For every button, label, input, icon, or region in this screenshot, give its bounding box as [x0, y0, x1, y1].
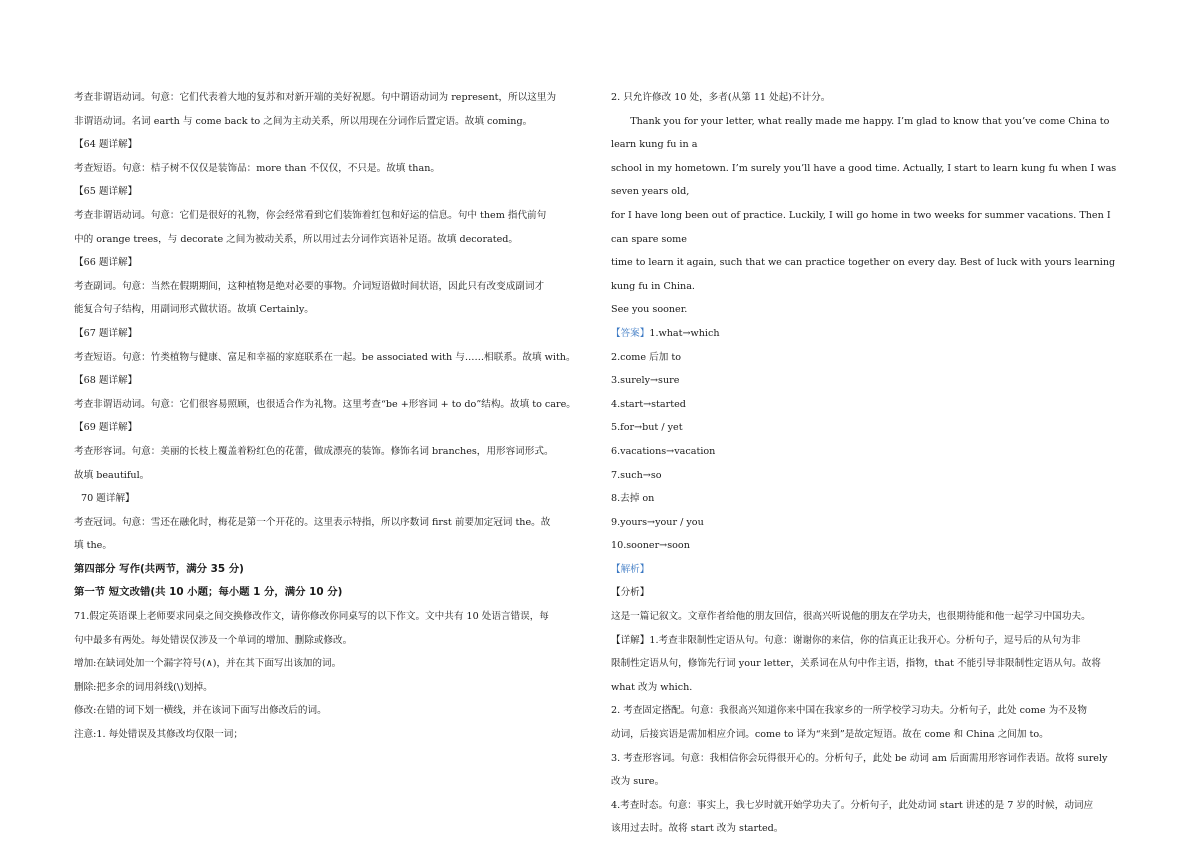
line-text: 2. 考查固定搭配。句意：我很高兴知道你来中国在我家乡的一所学校学习功夫。分析句子，此处 come 为不及物	[611, 705, 1087, 717]
text-line	[611, 558, 1129, 582]
text-line	[611, 110, 1129, 157]
line-text: 能复合句子结构，用副词形式做状语。故填 Certainly。	[74, 304, 314, 316]
text-line	[74, 605, 588, 629]
text-line	[611, 416, 1129, 440]
line-text: 2.come 后加 to	[611, 351, 681, 363]
text-line	[611, 369, 1129, 393]
line-text: 这是一篇记叙文。文章作者给他的朋友回信，很高兴听说他的朋友在学功夫，也很期待能和他一起学习中国功夫。	[611, 611, 1091, 623]
text-line	[611, 699, 1129, 723]
line-text: 故填 beautiful。	[74, 469, 150, 481]
line-text: 71.假定英语课上老师要求同桌之间交换修改作文，请你修改你同桌写的以下作文。文中共有 10 处语言错误，每	[74, 611, 549, 623]
text-line	[611, 723, 1129, 747]
text-line	[74, 440, 588, 464]
line-text: 5.for→but / yet	[611, 422, 683, 434]
line-text: 10.sooner→soon	[611, 540, 690, 552]
line-text: 2. 只允许修改 10 处，多者(从第 11 处起)不计分。	[611, 92, 831, 103]
text-line	[611, 581, 1129, 605]
text-line	[611, 794, 1129, 818]
text-line	[611, 747, 1129, 771]
text-line	[74, 464, 588, 488]
line-text: 第一节 短文改错(共 10 小题；每小题 1 分，满分 10 分)	[74, 586, 343, 599]
line-text: 6.vacations→vacation	[611, 445, 716, 457]
left-column	[74, 86, 588, 747]
line-text: 【68 题详解】	[74, 375, 138, 387]
text-line	[611, 440, 1129, 464]
text-line	[74, 581, 588, 605]
line-text: 3.surely→sure	[611, 375, 680, 387]
text-line	[74, 487, 588, 511]
text-line	[74, 86, 588, 110]
line-text: See you sooner.	[611, 304, 688, 316]
line-text: time to learn it again, such that we can practice together on every day. Best of luck with yours learning kung fu in China.	[611, 257, 1116, 292]
text-line	[74, 251, 588, 275]
text-line	[74, 723, 588, 747]
line-text: 考查非谓语动词。句意：它们是很好的礼物，你会经常看到它们装饰着红包和好运的信息。句中 them 指代前句	[74, 209, 547, 221]
line-text: 考查短语。句意：竹类植物与健康、富足和幸福的家庭联系在一起。be associated with 与……相联系。故填 with。	[74, 351, 576, 363]
text-line	[74, 298, 588, 322]
text-line	[74, 534, 588, 558]
text-line	[74, 110, 588, 134]
line-text: 限制性定语从句，修饰先行词 your letter，关系词在从句中作主语，指物，that 不能引导非限制性定语从句。故将	[611, 658, 1101, 670]
text-line	[74, 676, 588, 700]
line-text: 4.考查时态。句意：事实上，我七岁时就开始学功夫了。分析句子，此处动词 start 讲述的是 7 岁的时候，动词应	[611, 799, 1094, 811]
text-line	[74, 511, 588, 535]
line-text: 删除:把多余的词用斜线(\)划掉。	[74, 681, 213, 693]
text-line	[74, 133, 588, 157]
line-text: 考查非谓语动词。句意：它们很容易照顾，也很适合作为礼物。这里考查“be +形容词 + to do”结构。故填 to care。	[74, 398, 576, 410]
text-line	[611, 676, 1129, 700]
line-text: 【66 题详解】	[74, 257, 138, 269]
text-line	[74, 558, 588, 582]
text-line	[611, 86, 1129, 110]
line-text: 【详解】1.考查非限制性定语从句。句意：谢谢你的来信，你的信真正让我开心。分析句子，逗号后的从句为非	[611, 634, 1081, 646]
text-line	[74, 393, 588, 417]
text-line	[611, 817, 1129, 841]
text-line	[611, 251, 1129, 298]
text-line	[611, 298, 1129, 322]
line-text: 8.去掉 on	[611, 493, 655, 505]
text-line	[74, 322, 588, 346]
line-text: for I have long been out of practice. Luckily, I will go home in two weeks for summer vacations. Then I can spare some	[611, 209, 1111, 245]
text-line	[611, 770, 1129, 794]
line-text: 【65 题详解】	[74, 186, 138, 198]
text-line	[74, 228, 588, 252]
text-line	[611, 652, 1129, 676]
answer-label: 【解析】	[611, 563, 650, 575]
line-text: 【67 题详解】	[74, 327, 138, 339]
line-text: school in my hometown. I’m surely you’ll have a good time. Actually, I start to learn kung fu when I was seven years old,	[611, 162, 1117, 198]
line-text: 考查冠词。句意：雪还在融化时，梅花是第一个开花的。这里表示特指，所以序数词 first 前要加定冠词 the。故	[74, 516, 551, 528]
line-text: 动词，后接宾语是需加相应介词。come to 译为“来到”是故定短语。故在 come 和 China 之间加 to。	[611, 729, 1049, 741]
text-line	[611, 346, 1129, 370]
text-line	[74, 157, 588, 181]
text-line	[611, 605, 1129, 629]
text-line	[74, 180, 588, 204]
line-text: 考查非谓语动词。句意：它们代表着大地的复苏和对新开端的美好祝愿。句中谓语动词为 represent，所以这里为	[74, 92, 557, 103]
line-text: 中的 orange trees，与 decorate 之间为被动关系，所以用过去分词作宾语补足语。故填 decorated。	[74, 233, 519, 245]
text-line	[611, 629, 1129, 653]
text-line	[611, 157, 1129, 204]
line-text: 考查短语。句意：桔子树不仅仅是装饰品：more than 不仅仅，不只是。故填 than。	[74, 162, 440, 174]
text-line	[611, 534, 1129, 558]
text-line	[74, 346, 588, 370]
line-text: 7.such→so	[611, 469, 662, 481]
text-line	[74, 416, 588, 440]
right-column	[611, 86, 1129, 841]
line-text: 增加:在缺词处加一个漏字符号(∧)，并在其下面写出该加的词。	[74, 658, 342, 670]
line-text: Thank you for your letter, what really made me happy. I’m glad to know that you’ve come China to learn kung fu in a	[611, 115, 1110, 151]
line-text: 1.what→which	[649, 327, 720, 339]
line-text: 【分析】	[611, 587, 650, 599]
text-line	[74, 369, 588, 393]
line-text: 句中最多有两处。每处错误仅涉及一个单词的增加、删除或修改。	[74, 634, 353, 646]
line-text: 9.yours→your / you	[611, 516, 704, 528]
answer-label: 【答案】	[611, 327, 650, 339]
text-line	[74, 204, 588, 228]
text-line	[74, 275, 588, 299]
line-text: 3. 考查形容词。句意：我相信你会玩得很开心的。分析句子，此处 be 动词 am 后面需用形容词作表语。故将 surely	[611, 752, 1108, 764]
line-text: 第四部分 写作(共两节，满分 35 分)	[74, 562, 244, 575]
line-text: 非谓语动词。名词 earth 与 come back to 之间为主动关系，所以用现在分词作后置定语。故填 coming。	[74, 115, 533, 127]
line-text: 70 题详解】	[81, 493, 135, 505]
line-text: 考查副词。句意：当然在假期期间，这种植物是绝对必要的事物。介词短语做时间状语，因此只有改变成副词才	[74, 280, 545, 292]
line-text: 考查形容词。句意：美丽的长枝上覆盖着粉红色的花蕾，做成漂亮的装饰。修饰名词 branches，用形容词形式。	[74, 445, 554, 457]
text-line	[74, 652, 588, 676]
text-line	[611, 464, 1129, 488]
line-text: 该用过去时。故将 start 改为 started。	[611, 823, 784, 835]
line-text: 【64 题详解】	[74, 139, 138, 151]
line-text: 填 the。	[74, 540, 112, 552]
line-text: 4.start→started	[611, 398, 686, 410]
text-line	[611, 511, 1129, 535]
text-line	[611, 393, 1129, 417]
text-line	[611, 204, 1129, 251]
line-text: 【69 题详解】	[74, 422, 138, 434]
text-line	[611, 322, 1129, 346]
line-text: 注意:1. 每处错误及其修改均仅限一词；	[74, 729, 243, 741]
line-text: 改为 sure。	[611, 776, 665, 788]
line-text: what 改为 which.	[611, 681, 693, 693]
text-line	[611, 487, 1129, 511]
line-text: 修改:在错的词下划一横线，并在该词下面写出修改后的词。	[74, 705, 327, 717]
text-line	[74, 699, 588, 723]
text-line	[74, 629, 588, 653]
